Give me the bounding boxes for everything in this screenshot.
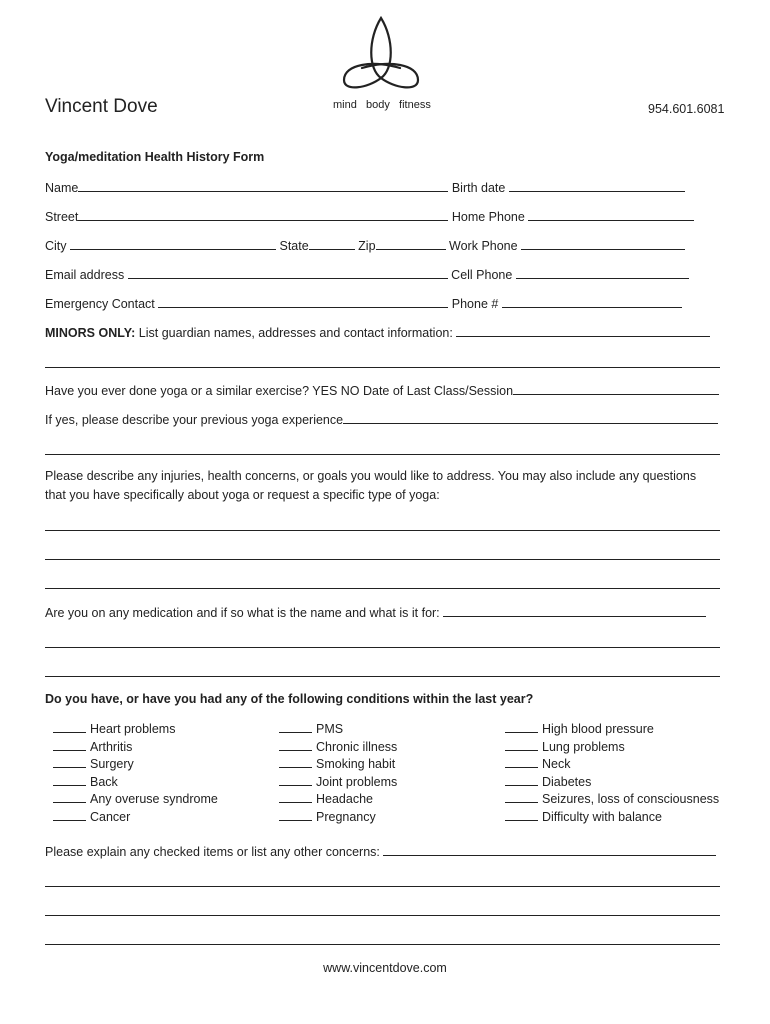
name-label: Name [45, 181, 79, 195]
condition-checkbox[interactable] [53, 791, 86, 803]
condition-checkbox[interactable] [505, 809, 538, 821]
medication-field[interactable] [443, 604, 706, 617]
explain-field[interactable] [383, 843, 716, 856]
condition-label: Chronic illness [316, 740, 398, 754]
medication-line-3[interactable] [45, 676, 720, 677]
condition-checkbox[interactable] [279, 756, 312, 768]
condition-item [53, 739, 132, 754]
condition-item [505, 791, 719, 806]
injuries-line-3[interactable] [45, 588, 720, 589]
birth-date-label: Birth date [451, 181, 506, 195]
explain-line-2[interactable] [45, 886, 720, 887]
condition-label: Diabetes [542, 775, 592, 789]
email-label: Email address [45, 268, 125, 282]
home-phone-label: Home Phone [451, 210, 525, 224]
minors-row [45, 324, 710, 340]
condition-checkbox[interactable] [279, 721, 312, 733]
emergency-row [45, 295, 682, 311]
minors-field[interactable] [456, 324, 710, 337]
condition-checkbox[interactable] [279, 809, 312, 821]
phone-num-field[interactable] [502, 295, 682, 308]
yoga-describe-line-2[interactable] [45, 454, 720, 455]
email-field[interactable] [128, 266, 448, 279]
condition-checkbox[interactable] [53, 721, 86, 733]
explain-label: Please explain any checked items or list any other concerns: [45, 845, 380, 859]
name-field[interactable] [78, 179, 448, 192]
yoga-describe-field[interactable] [343, 411, 718, 424]
header-phone: 954.601.6081 [648, 102, 725, 116]
condition-checkbox[interactable] [53, 809, 86, 821]
condition-item [505, 739, 625, 754]
condition-label: Back [90, 775, 118, 789]
condition-item [505, 809, 662, 824]
condition-label: Headache [316, 792, 373, 806]
street-label: Street [45, 210, 79, 224]
condition-item [53, 774, 118, 789]
form-title: Yoga/meditation Health History Form [45, 150, 265, 164]
yoga-describe-row [45, 411, 718, 427]
condition-item [53, 721, 175, 736]
state-label: State [279, 239, 309, 253]
injuries-text-2: that you have specifically about yoga or request a specific type of yoga: [45, 488, 440, 502]
explain-row [45, 843, 716, 859]
explain-line-3[interactable] [45, 915, 720, 916]
name-row [45, 179, 685, 195]
condition-label: Smoking habit [316, 757, 396, 771]
condition-item [279, 756, 395, 771]
city-row [45, 237, 685, 253]
yoga-describe-label: If yes, please describe your previous yoga experience [45, 413, 344, 427]
home-phone-field[interactable] [528, 208, 694, 221]
condition-item [505, 774, 591, 789]
emergency-field[interactable] [158, 295, 448, 308]
tagline: mind body fitness [333, 99, 431, 111]
condition-item [505, 721, 654, 736]
condition-label: Difficulty with balance [542, 810, 662, 824]
work-phone-field[interactable] [521, 237, 685, 250]
minors-label: MINORS ONLY: [45, 326, 136, 340]
street-row [45, 208, 694, 224]
phone-num-label: Phone # [451, 297, 499, 311]
condition-item [53, 809, 130, 824]
condition-label: Surgery [90, 757, 134, 771]
condition-label: Neck [542, 757, 571, 771]
condition-checkbox[interactable] [279, 739, 312, 751]
minors-text: List guardian names, addresses and contact information: [135, 326, 453, 340]
condition-label: Joint problems [316, 775, 398, 789]
condition-label: Cancer [90, 810, 131, 824]
condition-label: Seizures, loss of consciousness [542, 792, 720, 806]
condition-label: Arthritis [90, 740, 133, 754]
condition-item [279, 739, 397, 754]
zip-label: Zip [358, 239, 376, 253]
city-field[interactable] [70, 237, 276, 250]
condition-checkbox[interactable] [505, 721, 538, 733]
condition-label: High blood pressure [542, 722, 654, 736]
street-field[interactable] [78, 208, 448, 221]
condition-checkbox[interactable] [505, 791, 538, 803]
condition-checkbox[interactable] [53, 739, 86, 751]
condition-item [279, 791, 373, 806]
condition-item [505, 756, 570, 771]
email-row [45, 266, 689, 282]
birth-date-field[interactable] [509, 179, 685, 192]
condition-label: Heart problems [90, 722, 176, 736]
cell-phone-field[interactable] [516, 266, 689, 279]
injuries-line-1[interactable] [45, 530, 720, 531]
condition-checkbox[interactable] [505, 774, 538, 786]
condition-item [53, 791, 218, 806]
condition-label: PMS [316, 722, 344, 736]
medication-line-2[interactable] [45, 647, 720, 648]
emergency-label: Emergency Contact [45, 297, 155, 311]
minors-line-2[interactable] [45, 367, 720, 368]
yoga-question: Have you ever done yoga or a similar exercise? YES NO Date of Last Class/Session [45, 384, 514, 398]
condition-checkbox[interactable] [505, 756, 538, 768]
condition-item [279, 774, 397, 789]
injuries-line-2[interactable] [45, 559, 720, 560]
injuries-text-1: Please describe any injuries, health concerns, or goals you would like to address. You may also include any questions [45, 469, 697, 483]
work-phone-label: Work Phone [449, 239, 518, 253]
condition-label: Any overuse syndrome [90, 792, 218, 806]
zip-field[interactable] [376, 237, 446, 250]
condition-checkbox[interactable] [279, 791, 312, 803]
explain-line-4[interactable] [45, 944, 720, 945]
yoga-row [45, 382, 719, 398]
condition-label: Lung problems [542, 740, 625, 754]
medication-label: Are you on any medication and if so what is the name and what is it for: [45, 606, 440, 620]
last-class-field[interactable] [513, 382, 719, 395]
condition-item [53, 756, 134, 771]
condition-item [279, 721, 343, 736]
condition-checkbox[interactable] [53, 774, 86, 786]
condition-checkbox[interactable] [505, 739, 538, 751]
condition-item [279, 809, 376, 824]
condition-label: Pregnancy [316, 810, 376, 824]
condition-checkbox[interactable] [279, 774, 312, 786]
conditions-title: Do you have, or have you had any of the following conditions within the last year? [45, 692, 534, 706]
brand-name: Vincent Dove [45, 96, 158, 117]
medication-row [45, 604, 706, 620]
city-label: City [45, 239, 67, 253]
condition-checkbox[interactable] [53, 756, 86, 768]
footer-website: www.vincentdove.com [323, 961, 447, 975]
cell-phone-label: Cell Phone [451, 268, 513, 282]
state-field[interactable] [309, 237, 355, 250]
logo-icon [338, 14, 424, 94]
